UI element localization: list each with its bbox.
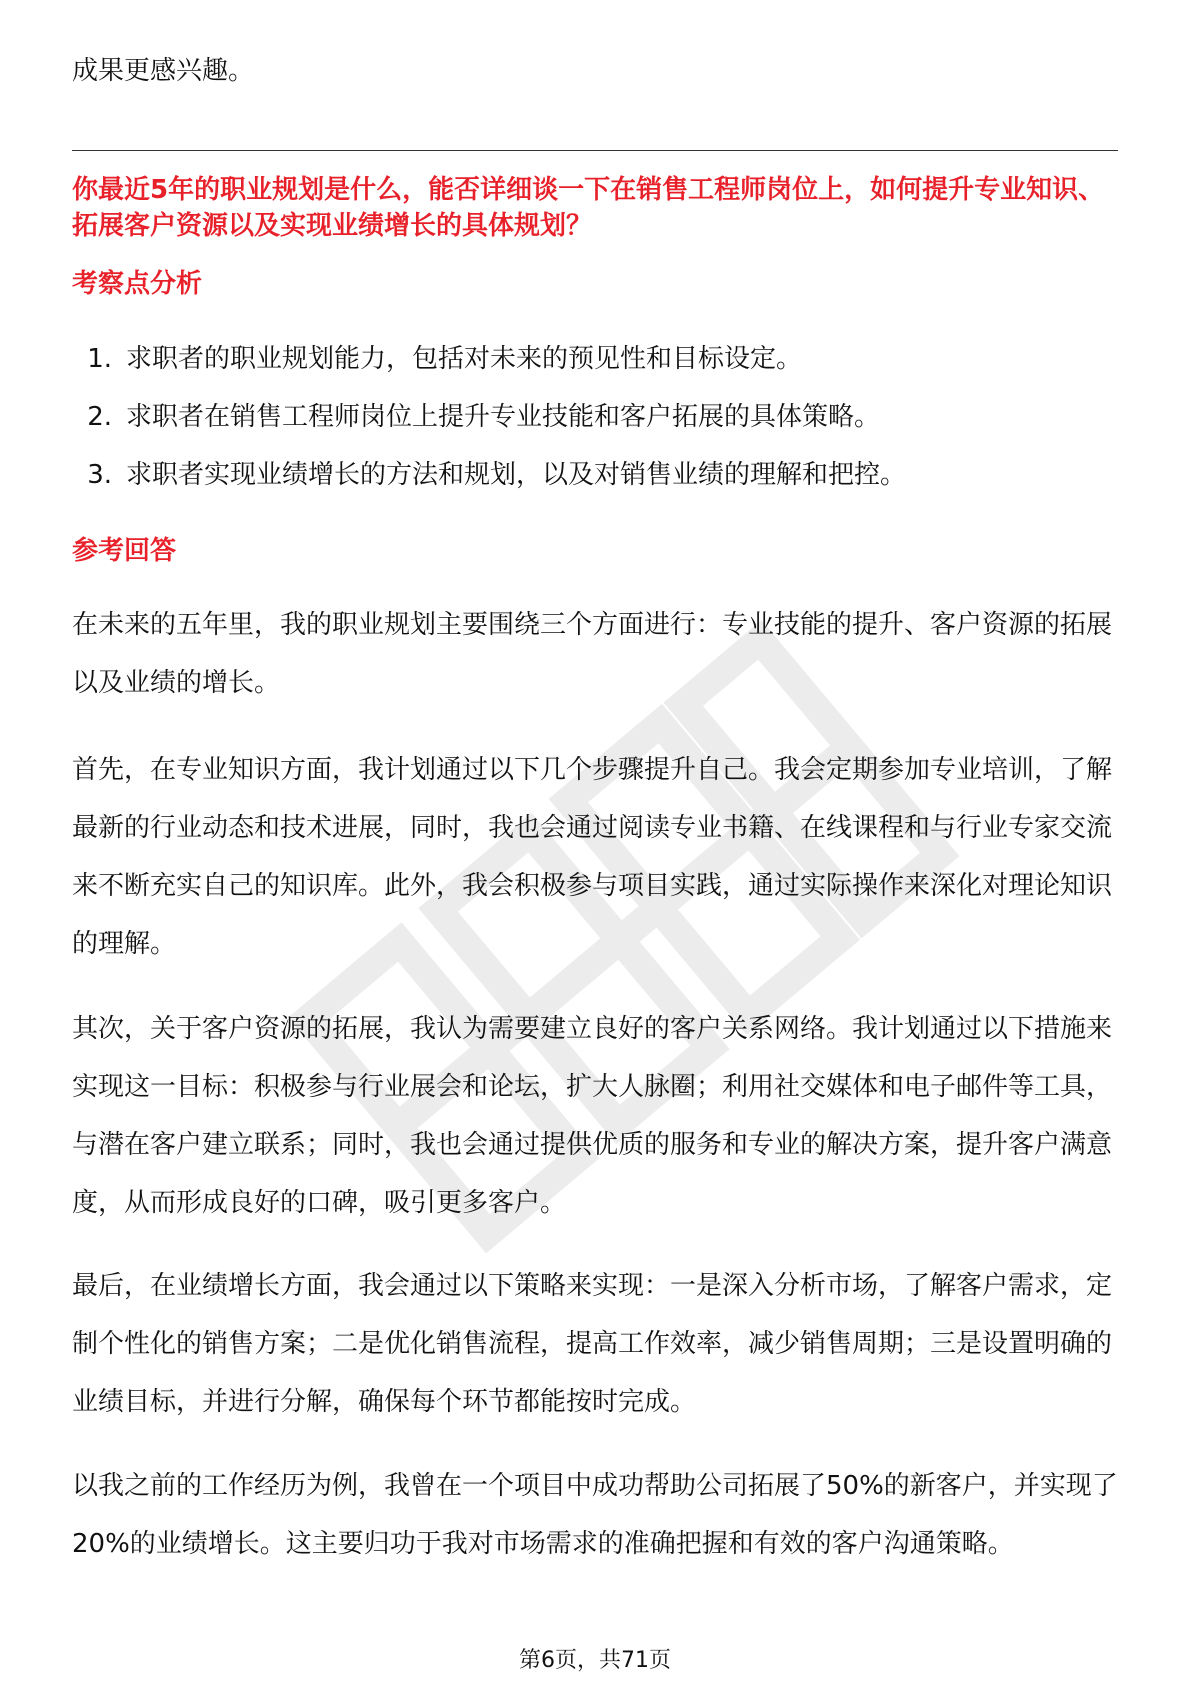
- answer-paragraph: 在未来的五年里，我的职业规划主要围绕三个方面进行：专业技能的提升、客户资源的拓展以及业绩的增长。: [72, 610, 1113, 698]
- answer-paragraph: 其次，关于客户资源的拓展，我认为需要建立良好的客户关系网络。我计划通过以下措施来实现这一目标：积极参与行业展会和论坛，扩大人脉圈；利用社交媒体和电子邮件等工具，与潜在客户建立联系；同时，我也会通过提供优质的服务和专业的解决方案，提升客户满意度，从而形成良好的口碑，吸引更多客户。: [72, 1014, 1113, 1218]
- section-divider: [72, 150, 1118, 151]
- list-item: [72, 446, 1118, 504]
- answer-paragraph: 最后，在业绩增长方面，我会通过以下策略来实现：一是深入分析市场，了解客户需求，定制个性化的销售方案；二是优化销售流程，提高工作效率，减少销售周期；三是设置明确的业绩目标，并进行分解，确保每个环节都能按时完成。: [72, 1271, 1113, 1417]
- analysis-points-list: [72, 330, 1118, 504]
- list-item-text: 求职者实现业绩增长的方法和规划，以及对销售业绩的理解和把控。: [126, 460, 907, 490]
- analysis-title: 考察点分析: [72, 269, 203, 299]
- answer-paragraph: 首先，在专业知识方面，我计划通过以下几个步骤提升自己。我会定期参加专业培训，了解最新的行业动态和技术进展，同时，我也会通过阅读专业书籍、在线课程和与行业专家交流来不断充实自己的知识库。此外，我会积极参与项目实践，通过实际操作来深化对理论知识的理解。: [72, 755, 1113, 959]
- list-item-number: 3.: [87, 460, 112, 490]
- intro-tail-text: 成果更感兴趣。: [72, 56, 255, 86]
- answer-paragraph: 以我之前的工作经历为例，我曾在一个项目中成功帮助公司拓展了50%的新客户，并实现了20%的业绩增长。这主要归功于我对市场需求的准确把握和有效的客户沟通策略。: [72, 1471, 1118, 1559]
- list-item-text: 求职者的职业规划能力，包括对未来的预见性和目标设定。: [126, 344, 803, 374]
- list-item: [72, 388, 1118, 446]
- list-item: [72, 330, 1118, 388]
- list-item-number: 1.: [87, 344, 112, 374]
- list-item-number: 2.: [87, 402, 112, 432]
- page-number-footer: 第6页，共71页: [519, 1648, 671, 1673]
- document-page: [72, 0, 1118, 1684]
- answer-title: 参考回答: [72, 536, 177, 566]
- list-item-text: 求职者在销售工程师岗位上提升专业技能和客户拓展的具体策略。: [126, 402, 881, 432]
- question-heading: 你最近5年的职业规划是什么，能否详细谈一下在销售工程师岗位上，如何提升专业知识、拓展客户资源以及实现业绩增长的具体规划？: [72, 175, 1105, 241]
